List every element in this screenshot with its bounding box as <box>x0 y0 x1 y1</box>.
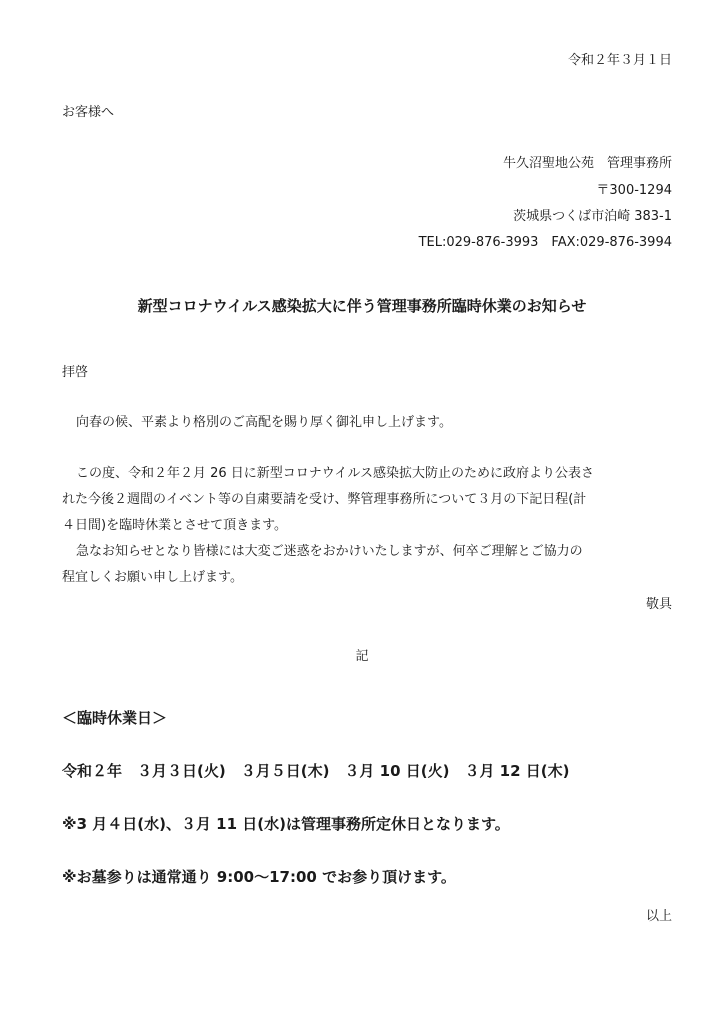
opening-salutation: 拝啓 <box>62 365 89 380</box>
note-regular-holiday: ※3 月４日(水)、３月 11 日(水)は管理事務所定休日となります。 <box>62 815 510 833</box>
addressee: お客様へ <box>62 105 115 120</box>
body-line-4: 急なお知らせとなり皆様には大変ご迷惑をおかけいたしますが、何卒ご理解とご協力の <box>76 544 583 559</box>
body-line-2: れた今後２週間のイベント等の自粛要請を受け、弊管理事務所について３月の下記日程(計 <box>62 492 587 507</box>
note-visits: ※お墓参りは通常通り 9:00～17:00 でお参り頂けます。 <box>62 868 456 886</box>
sender-name: 牛久沼聖地公苑 管理事務所 <box>502 156 672 171</box>
body-line-5: 程宜しくお願い申し上げます。 <box>62 570 243 585</box>
sender-address: 茨城県つくば市泊崎 383-1 <box>513 209 672 224</box>
sender-postal: 〒300-1294 <box>596 183 672 198</box>
section-heading: ＜臨時休業日＞ <box>62 709 168 727</box>
closing: 敬具 <box>645 597 672 612</box>
greeting: 向春の候、平素より格別のご高配を賜り厚く御礼申し上げます。 <box>76 415 452 430</box>
ki-marker: 記 <box>355 649 369 664</box>
end-marker: 以上 <box>645 909 672 924</box>
body-line-1: この度、令和２年２月 26 日に新型コロナウイルス感染拡大防止のために政府より公表さ <box>76 466 595 481</box>
sender-contact: TEL:029-876-3993 FAX:029-876-3994 <box>418 235 672 250</box>
page-title: 新型コロナウイルス感染拡大に伴う管理事務所臨時休業のお知らせ <box>137 297 587 315</box>
body-line-3: ４日間)を臨時休業とさせて頂きます。 <box>62 518 288 533</box>
date: 令和２年３月１日 <box>567 53 672 68</box>
closure-dates: 令和２年 ３月３日(火) ３月５日(木) ３月 10 日(火) ３月 12 日(木) <box>62 762 570 780</box>
